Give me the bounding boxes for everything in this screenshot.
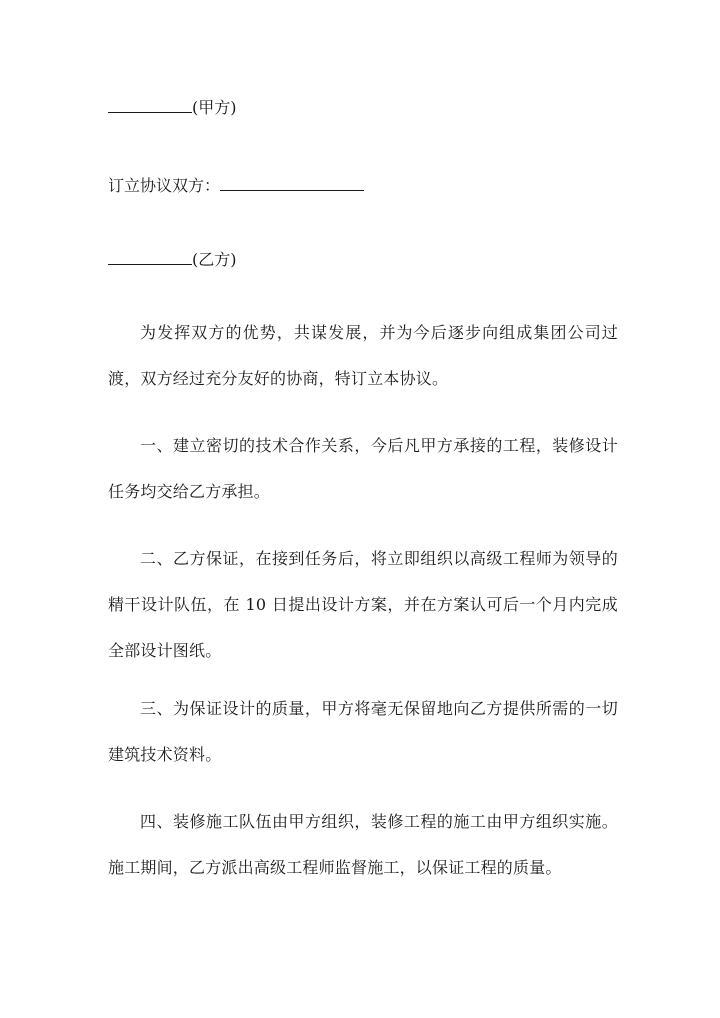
clause-3-paragraph: 三、为保证设计的质量，甲方将毫无保留地向乙方提供所需的一切建筑技术资料。 [108, 699, 618, 764]
clause-1-paragraph: 一、建立密切的技术合作关系，今后凡甲方承接的工程，装修设计任务均交给乙方承担。 [108, 436, 618, 501]
clause-2-paragraph: 二、乙方保证，在接到任务后，将立即组织以高级工程师为领导的精干设计队伍，在 10 日提出设计方案，并在方案认可后一个月内完成全部设计图纸。 [108, 549, 618, 660]
party-a-label: (甲方) [192, 98, 237, 117]
party-a-blank [108, 96, 192, 113]
party-b-line [108, 248, 618, 270]
intro-paragraph: 为发挥双方的优势，共谋发展，并为今后逐步向组成集团公司过渡，双方经过充分友好的协商，特订立本协议。 [108, 323, 618, 388]
signing-parties-line [108, 174, 618, 196]
clause-4-paragraph: 四、装修施工队伍由甲方组织，装修工程的施工由甲方组织实施。施工期间，乙方派出高级工程师监督施工，以保证工程的质量。 [108, 812, 618, 877]
party-b-blank [108, 248, 192, 265]
party-b-label: (乙方) [192, 250, 237, 269]
signing-parties-label: 订立协议双方： [108, 176, 221, 195]
signing-parties-blank [220, 174, 364, 191]
party-a-line [108, 96, 618, 118]
